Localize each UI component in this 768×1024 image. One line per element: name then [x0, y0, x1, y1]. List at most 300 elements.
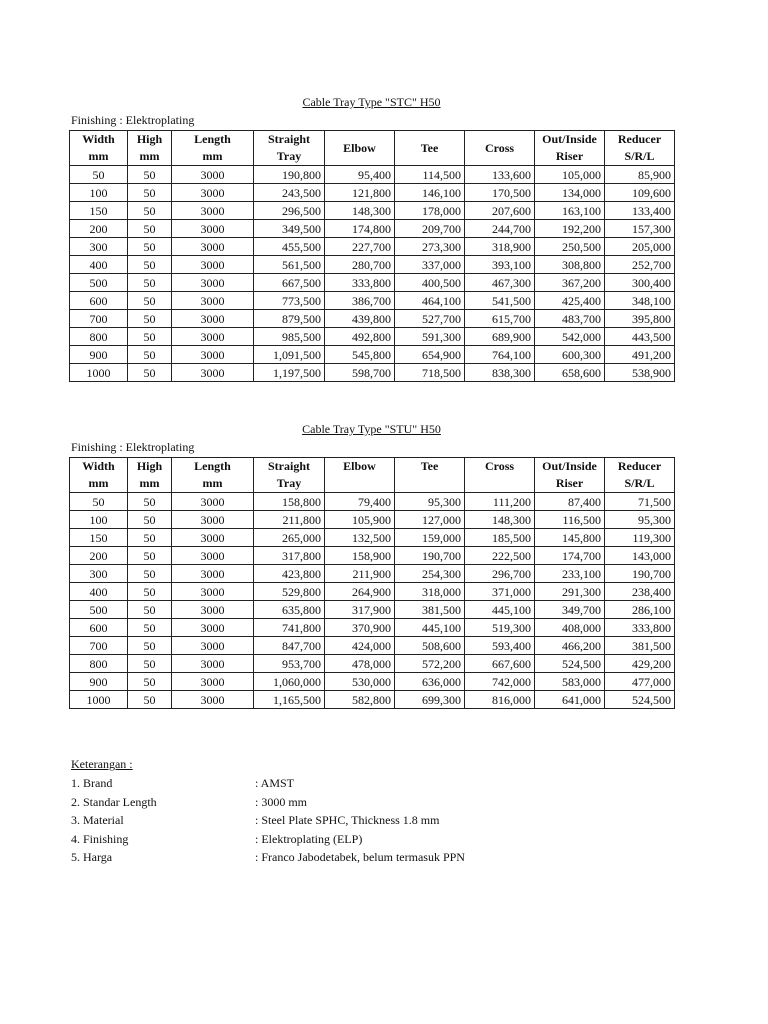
table-cell: 264,900: [325, 583, 395, 601]
stu-table-title: Cable Tray Type "STU" H50: [302, 422, 441, 436]
table-cell: 238,400: [605, 583, 675, 601]
table-cell: 318,000: [395, 583, 465, 601]
table-cell: 654,900: [395, 346, 465, 364]
table-cell: 381,500: [395, 601, 465, 619]
table-cell: 222,500: [465, 547, 535, 565]
table-cell: 207,600: [465, 202, 535, 220]
table-cell: 50: [128, 238, 172, 256]
table-row: [70, 493, 675, 511]
table-cell: 158,900: [325, 547, 395, 565]
table-cell: 641,000: [535, 691, 605, 709]
column-header-line: Cross: [484, 459, 515, 473]
notes-heading: Keterangan :: [71, 757, 133, 771]
table-cell: 50: [128, 637, 172, 655]
table-cell: 159,000: [395, 529, 465, 547]
table-row: [70, 655, 675, 673]
column-header-line: mm: [88, 149, 109, 163]
column-header: [535, 131, 605, 166]
table-cell: 582,800: [325, 691, 395, 709]
table-cell: 3000: [172, 655, 254, 673]
table-row: [70, 184, 675, 202]
table-cell: 667,500: [254, 274, 325, 292]
column-header-line: S/R/L: [624, 149, 655, 163]
table-cell: 133,400: [605, 202, 675, 220]
column-header: [605, 458, 675, 493]
table-cell: 443,500: [605, 328, 675, 346]
table-cell: 423,800: [254, 565, 325, 583]
table-cell: 50: [70, 493, 128, 511]
table-cell: 424,000: [325, 637, 395, 655]
table-cell: 95,400: [325, 166, 395, 184]
table-row: [70, 547, 675, 565]
table-row: [70, 619, 675, 637]
table-cell: 209,700: [395, 220, 465, 238]
column-header-line: Reducer: [617, 459, 662, 473]
table-row: [70, 256, 675, 274]
column-header: [325, 131, 395, 166]
table-cell: 146,100: [395, 184, 465, 202]
table-cell: 530,000: [325, 673, 395, 691]
table-cell: 467,300: [465, 274, 535, 292]
table-cell: 308,800: [535, 256, 605, 274]
table-cell: 800: [70, 328, 128, 346]
table-cell: 699,300: [395, 691, 465, 709]
note-item: [71, 831, 671, 850]
table-cell: 349,700: [535, 601, 605, 619]
table-cell: 985,500: [254, 328, 325, 346]
column-header: [395, 458, 465, 493]
column-header-line: Riser: [555, 149, 584, 163]
table-cell: 50: [128, 493, 172, 511]
table-header-row: [70, 458, 675, 493]
table-cell: 190,700: [395, 547, 465, 565]
table-cell: 273,300: [395, 238, 465, 256]
table-cell: 265,000: [254, 529, 325, 547]
table-cell: 114,500: [395, 166, 465, 184]
column-header-line: Riser: [555, 476, 584, 490]
table-cell: 349,500: [254, 220, 325, 238]
table-cell: 3000: [172, 511, 254, 529]
stc-price-section: [69, 94, 674, 382]
table-cell: 348,100: [605, 292, 675, 310]
table-cell: 741,800: [254, 619, 325, 637]
note-item: [71, 812, 671, 831]
note-value: : Franco Jabodetabek, belum termasuk PPN: [255, 850, 465, 864]
table-row: [70, 364, 675, 382]
table-cell: 50: [128, 166, 172, 184]
table-cell: 393,100: [465, 256, 535, 274]
table-cell: 429,200: [605, 655, 675, 673]
table-cell: 333,800: [605, 619, 675, 637]
table-cell: 3000: [172, 583, 254, 601]
table-cell: 591,300: [395, 328, 465, 346]
column-header-line: Tray: [276, 149, 302, 163]
note-key: 3. Material: [71, 813, 124, 827]
table-cell: 211,900: [325, 565, 395, 583]
table-cell: 200: [70, 220, 128, 238]
table-cell: 400: [70, 256, 128, 274]
table-cell: 227,700: [325, 238, 395, 256]
stc-table-title: Cable Tray Type "STC" H50: [302, 95, 441, 109]
table-cell: 3000: [172, 691, 254, 709]
table-cell: 1000: [70, 364, 128, 382]
column-header-line: High: [136, 459, 163, 473]
table-cell: 50: [70, 166, 128, 184]
table-cell: 3000: [172, 619, 254, 637]
column-header-line: Out/Inside: [542, 459, 597, 473]
column-header: [172, 458, 254, 493]
stc-finishing-label: Finishing : Elektroplating: [71, 113, 195, 127]
table-cell: 3000: [172, 220, 254, 238]
table-cell: 445,100: [395, 619, 465, 637]
table-row: [70, 601, 675, 619]
table-cell: 50: [128, 274, 172, 292]
table-cell: 50: [128, 184, 172, 202]
table-cell: 254,300: [395, 565, 465, 583]
table-cell: 190,700: [605, 565, 675, 583]
column-header: [70, 131, 128, 166]
table-cell: 50: [128, 256, 172, 274]
table-row: [70, 238, 675, 256]
table-cell: 3000: [172, 364, 254, 382]
table-cell: 455,500: [254, 238, 325, 256]
column-header: [395, 131, 465, 166]
table-cell: 541,500: [465, 292, 535, 310]
table-cell: 150: [70, 529, 128, 547]
table-cell: 3000: [172, 565, 254, 583]
table-cell: 50: [128, 601, 172, 619]
table-cell: 317,800: [254, 547, 325, 565]
table-cell: 838,300: [465, 364, 535, 382]
table-cell: 600: [70, 292, 128, 310]
table-cell: 561,500: [254, 256, 325, 274]
column-header: [128, 458, 172, 493]
column-header: [254, 131, 325, 166]
table-cell: 3000: [172, 346, 254, 364]
table-cell: 879,500: [254, 310, 325, 328]
table-cell: 158,800: [254, 493, 325, 511]
table-cell: 3000: [172, 547, 254, 565]
table-cell: 3000: [172, 274, 254, 292]
stu-price-table: [69, 457, 675, 709]
table-cell: 95,300: [395, 493, 465, 511]
table-cell: 174,700: [535, 547, 605, 565]
table-cell: 333,800: [325, 274, 395, 292]
table-cell: 816,000: [465, 691, 535, 709]
table-cell: 583,000: [535, 673, 605, 691]
table-cell: 500: [70, 601, 128, 619]
table-row: [70, 565, 675, 583]
table-row: [70, 673, 675, 691]
table-cell: 111,200: [465, 493, 535, 511]
table-cell: 370,900: [325, 619, 395, 637]
table-cell: 244,700: [465, 220, 535, 238]
table-cell: 318,900: [465, 238, 535, 256]
table-cell: 85,900: [605, 166, 675, 184]
column-header: [465, 131, 535, 166]
table-cell: 764,100: [465, 346, 535, 364]
table-cell: 200: [70, 547, 128, 565]
table-cell: 658,600: [535, 364, 605, 382]
column-header-line: mm: [202, 476, 223, 490]
table-cell: 50: [128, 691, 172, 709]
column-header: [172, 131, 254, 166]
column-header: [535, 458, 605, 493]
table-cell: 572,200: [395, 655, 465, 673]
table-cell: 742,000: [465, 673, 535, 691]
column-header-line: Width: [82, 132, 115, 146]
table-cell: 190,800: [254, 166, 325, 184]
table-row: [70, 691, 675, 709]
table-cell: 483,700: [535, 310, 605, 328]
table-cell: 381,500: [605, 637, 675, 655]
table-cell: 367,200: [535, 274, 605, 292]
table-cell: 542,000: [535, 328, 605, 346]
column-header: [70, 458, 128, 493]
table-cell: 291,300: [535, 583, 605, 601]
table-cell: 50: [128, 619, 172, 637]
table-row: [70, 511, 675, 529]
table-cell: 119,300: [605, 529, 675, 547]
table-cell: 300: [70, 238, 128, 256]
table-cell: 121,800: [325, 184, 395, 202]
table-cell: 689,900: [465, 328, 535, 346]
table-cell: 134,000: [535, 184, 605, 202]
table-cell: 148,300: [325, 202, 395, 220]
table-cell: 250,500: [535, 238, 605, 256]
column-header-line: Cross: [484, 140, 515, 155]
table-cell: 50: [128, 292, 172, 310]
table-cell: 50: [128, 202, 172, 220]
table-cell: 105,900: [325, 511, 395, 529]
table-row: [70, 310, 675, 328]
column-header-line: S/R/L: [624, 476, 655, 490]
table-cell: 50: [128, 529, 172, 547]
table-cell: 286,100: [605, 601, 675, 619]
table-cell: 900: [70, 346, 128, 364]
table-cell: 598,700: [325, 364, 395, 382]
table-cell: 71,500: [605, 493, 675, 511]
column-header-line: Tray: [276, 476, 302, 490]
table-cell: 600,300: [535, 346, 605, 364]
column-header-line: Width: [82, 459, 115, 473]
table-cell: 105,000: [535, 166, 605, 184]
table-cell: 386,700: [325, 292, 395, 310]
table-cell: 50: [128, 346, 172, 364]
table-cell: 50: [128, 547, 172, 565]
table-cell: 145,800: [535, 529, 605, 547]
stc-price-table: [69, 130, 675, 382]
table-cell: 491,200: [605, 346, 675, 364]
table-cell: 700: [70, 637, 128, 655]
table-cell: 700: [70, 310, 128, 328]
table-cell: 205,000: [605, 238, 675, 256]
table-cell: 243,500: [254, 184, 325, 202]
note-key: 4. Finishing: [71, 831, 129, 846]
column-header-line: Reducer: [617, 132, 662, 146]
table-cell: 280,700: [325, 256, 395, 274]
column-header-line: mm: [139, 476, 160, 490]
note-key: 5. Harga: [71, 850, 113, 864]
table-cell: 296,700: [465, 565, 535, 583]
table-cell: 148,300: [465, 511, 535, 529]
table-cell: 1,197,500: [254, 364, 325, 382]
table-cell: 478,000: [325, 655, 395, 673]
table-cell: 3000: [172, 493, 254, 511]
column-header-line: Tee: [420, 459, 439, 473]
table-cell: 233,100: [535, 565, 605, 583]
column-header-line: Elbow: [343, 459, 376, 473]
table-cell: 50: [128, 364, 172, 382]
table-cell: 50: [128, 310, 172, 328]
table-cell: 408,000: [535, 619, 605, 637]
table-cell: 3000: [172, 328, 254, 346]
note-item: [71, 849, 671, 868]
table-cell: 300,400: [605, 274, 675, 292]
table-cell: 800: [70, 655, 128, 673]
column-header: [465, 458, 535, 493]
table-cell: 3000: [172, 184, 254, 202]
table-cell: 185,500: [465, 529, 535, 547]
table-cell: 87,400: [535, 493, 605, 511]
table-cell: 529,800: [254, 583, 325, 601]
table-cell: 519,300: [465, 619, 535, 637]
table-cell: 150: [70, 202, 128, 220]
table-cell: 524,500: [605, 691, 675, 709]
table-cell: 127,000: [395, 511, 465, 529]
table-cell: 100: [70, 511, 128, 529]
column-header-line: mm: [202, 149, 223, 163]
table-cell: 538,900: [605, 364, 675, 382]
column-header-line: High: [136, 132, 163, 146]
table-cell: 500: [70, 274, 128, 292]
table-cell: 178,000: [395, 202, 465, 220]
table-cell: 116,500: [535, 511, 605, 529]
table-row: [70, 166, 675, 184]
table-cell: 545,800: [325, 346, 395, 364]
note-value: : Steel Plate SPHC, Thickness 1.8 mm: [255, 813, 440, 827]
table-cell: 466,200: [535, 637, 605, 655]
table-cell: 900: [70, 673, 128, 691]
table-cell: 192,200: [535, 220, 605, 238]
table-cell: 252,700: [605, 256, 675, 274]
column-header: [128, 131, 172, 166]
table-cell: 170,500: [465, 184, 535, 202]
table-cell: 100: [70, 184, 128, 202]
table-cell: 400,500: [395, 274, 465, 292]
table-cell: 636,000: [395, 673, 465, 691]
table-cell: 425,400: [535, 292, 605, 310]
table-cell: 3000: [172, 238, 254, 256]
column-header-line: Length: [194, 132, 231, 146]
note-key: 2. Standar Length: [71, 794, 157, 809]
table-cell: 615,700: [465, 310, 535, 328]
table-cell: 953,700: [254, 655, 325, 673]
table-cell: 464,100: [395, 292, 465, 310]
stu-price-section: [69, 421, 674, 709]
table-cell: 50: [128, 328, 172, 346]
column-header: [605, 131, 675, 166]
stu-finishing-label: Finishing : Elektroplating: [71, 440, 195, 454]
column-header: [254, 458, 325, 493]
table-cell: 3000: [172, 529, 254, 547]
table-cell: 300: [70, 565, 128, 583]
table-row: [70, 202, 675, 220]
table-cell: 1000: [70, 691, 128, 709]
table-row: [70, 637, 675, 655]
table-cell: 600: [70, 619, 128, 637]
note-value: : AMST: [255, 776, 295, 790]
column-header-line: Straight: [268, 132, 310, 146]
table-cell: 3000: [172, 256, 254, 274]
table-header-row: [70, 131, 675, 166]
column-header-line: Tee: [420, 140, 439, 155]
table-cell: 50: [128, 220, 172, 238]
table-cell: 3000: [172, 166, 254, 184]
table-cell: 847,700: [254, 637, 325, 655]
table-cell: 133,600: [465, 166, 535, 184]
column-header-line: Straight: [268, 459, 310, 473]
table-cell: 79,400: [325, 493, 395, 511]
table-cell: 1,091,500: [254, 346, 325, 364]
notes-section: [71, 756, 671, 868]
table-cell: 50: [128, 565, 172, 583]
table-cell: 50: [128, 673, 172, 691]
table-cell: 477,000: [605, 673, 675, 691]
table-cell: 439,800: [325, 310, 395, 328]
column-header-line: mm: [88, 476, 109, 490]
note-item: [71, 775, 671, 794]
table-cell: 157,300: [605, 220, 675, 238]
note-value: : 3000 mm: [255, 794, 308, 809]
table-cell: 524,500: [535, 655, 605, 673]
table-cell: 1,165,500: [254, 691, 325, 709]
table-row: [70, 583, 675, 601]
table-cell: 635,800: [254, 601, 325, 619]
table-cell: 3000: [172, 202, 254, 220]
table-cell: 211,800: [254, 511, 325, 529]
table-cell: 3000: [172, 601, 254, 619]
table-cell: 395,800: [605, 310, 675, 328]
table-cell: 371,000: [465, 583, 535, 601]
table-cell: 492,800: [325, 328, 395, 346]
table-cell: 3000: [172, 637, 254, 655]
table-cell: 508,600: [395, 637, 465, 655]
table-cell: 773,500: [254, 292, 325, 310]
table-cell: 95,300: [605, 511, 675, 529]
table-cell: 50: [128, 655, 172, 673]
column-header-line: Out/Inside: [542, 132, 597, 146]
table-row: [70, 346, 675, 364]
table-cell: 143,000: [605, 547, 675, 565]
table-cell: 296,500: [254, 202, 325, 220]
table-cell: 317,900: [325, 601, 395, 619]
note-value: : Elektroplating (ELP): [255, 831, 363, 846]
table-cell: 337,000: [395, 256, 465, 274]
table-cell: 132,500: [325, 529, 395, 547]
table-cell: 109,600: [605, 184, 675, 202]
column-header: [325, 458, 395, 493]
table-cell: 527,700: [395, 310, 465, 328]
table-row: [70, 274, 675, 292]
table-cell: 163,100: [535, 202, 605, 220]
table-cell: 400: [70, 583, 128, 601]
table-cell: 718,500: [395, 364, 465, 382]
table-cell: 3000: [172, 673, 254, 691]
table-cell: 667,600: [465, 655, 535, 673]
table-cell: 3000: [172, 292, 254, 310]
column-header-line: Elbow: [343, 140, 376, 155]
